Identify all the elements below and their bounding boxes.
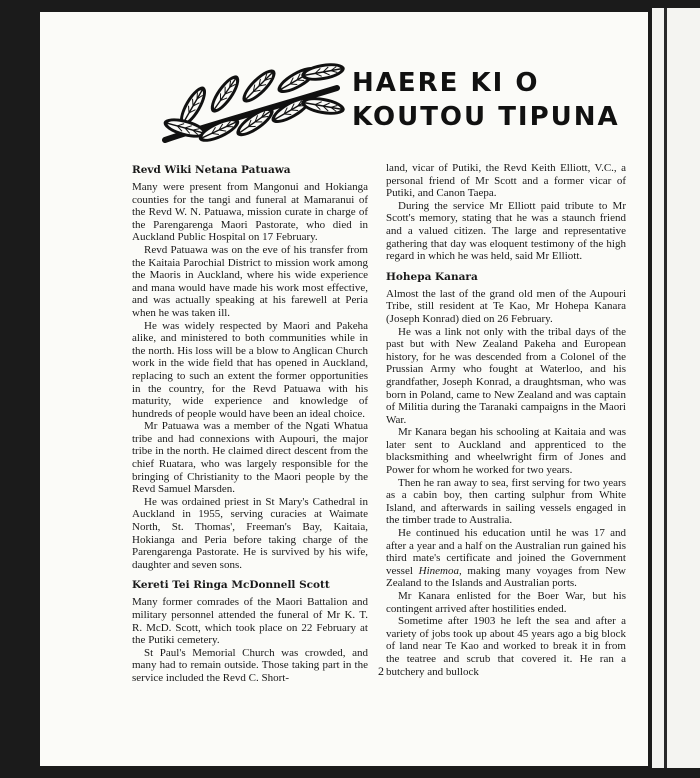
facing-page-edge: [652, 8, 700, 768]
headline-line-1: HAERE KI O: [352, 68, 540, 98]
paragraph: He was ordained priest in St Mary's Cathedral in Auckland in 1955, serving curacies at Waimate North, St. Thomas', Freeman's Bay, Kaitaia, Hokianga and Peria before taking charge of the Parengarenga Pastorate. He is survived by his wife, daughter and seven sons.: [132, 495, 368, 571]
paragraph: He was widely respected by Maori and Pakeha alike, and ministered to both communities while in the north. His loss will be a blow to Anglican Church work in the wide field that has opened in Auckland, replacing to such an extent the former opportunities in the country, for the Revd Patuawa with his maturity, wide experience and knowledge of hundreds of people would have been an ideal choice.: [132, 319, 368, 420]
paragraph: Mr Kanara enlisted for the Boer War, but his contingent arrived after hostilities ended.: [386, 590, 626, 615]
paragraph: Many former comrades of the Maori Battalion and military personnel attended the funeral of Mr K. T. R. McD. Scott, which took place on 22 February at the Putiki cemetery.: [132, 596, 368, 647]
paragraph: Then he ran away to sea, first serving for two years as a cabin boy, then carting sulphur from White Island, and afterwards in sailing vessels engaged in the timber trade to Australia.: [386, 476, 626, 527]
leaf-branch-icon: [155, 58, 345, 148]
headline-line-2: KOUTOU TIPUNA: [352, 102, 620, 132]
paragraph: During the service Mr Elliott paid tribute to Mr Scott's memory, stating that he was a staunch friend and a valued citizen. The large and representative gathering that day was eloquent testimony of the high regard in which he was held, said Mr Elliott.: [386, 199, 626, 263]
page-number: 2: [378, 664, 384, 678]
right-column: [386, 162, 626, 678]
paragraph: Mr Patuawa was a member of the Ngati Whatua tribe and had connexions with Aupouri, the major tribe in the north. He claimed direct descent from the chief Ruatara, who was largely responsible for the bringing of Christianity to the Maori people by the Revd Samuel Marsden.: [132, 420, 368, 496]
paragraph: Sometime after 1903 he left the sea and after a variety of jobs took up about 45 years ago a big block of land near Te Kao and worked to break it in from the teatree and scrub that covered it. He ran a butchery and bullock: [386, 615, 626, 678]
page-headline: [352, 66, 622, 134]
obituary-heading-patuawa: Revd Wiki Netana Patuawa: [132, 164, 291, 176]
paragraph: [386, 527, 626, 590]
left-column: [132, 164, 368, 685]
paragraph-text: making many voyages from New Zealand to the Islands and Australian ports.: [386, 564, 626, 590]
paragraph: land, vicar of Putiki, the Revd Keith Elliott, V.C., a personal friend of Mr Scott and a former vicar of Putiki, and Canon Taepa.: [386, 162, 626, 200]
paragraph: Almost the last of the grand old men of the Aupouri Tribe, still resident at Te Kao, Mr Hohepa Kanara (Joseph Konrad) died on 26 February.: [386, 287, 626, 325]
paragraph: Revd Patuawa was on the eve of his transfer from the Kaitaia Parochial District to mission work among the Maoris in Auckland, where his wide experience and mana would have made his work most effective, and was actually speaking at his farewell at Peria when he was taken ill.: [132, 243, 368, 319]
paragraph: He was a link not only with the tribal days of the past but with New Zealand Pakeha and European history, for he was descended from a Colonel of the Prussian Army who fought at Waterloo, and his grandfather, Joseph Konrad, a draughtsman, who was born in Poland, came to New Zealand and was captain of Militia during the Taranaki campaigns in the Maori War.: [386, 325, 626, 426]
page-gutter: [664, 8, 667, 768]
ship-name: Hinemoa,: [418, 564, 462, 577]
paragraph: Mr Kanara began his schooling at Kaitaia and was later sent to Auckland and apprenticed to the blacksmithing and wheelwright firm of Jones and Power for whom he worked for two years.: [386, 426, 626, 477]
obituary-heading-scott: Kereti Tei Ringa McDonnell Scott: [132, 579, 330, 592]
obituary-heading-kanara: Hohepa Kanara: [386, 270, 478, 283]
paragraph: St Paul's Memorial Church was crowded, and many had to remain outside. Those taking part in the service included the Revd C. Short-: [132, 646, 368, 684]
paragraph: Many were present from Mangonui and Hokianga counties for the tangi and funeral at Mamaranui of the Revd W. N. Patuawa, mission curate in charge of the Parengarenga Maori Pastorate, who died in Auckland Public Hospital on 17 February.: [132, 181, 368, 244]
paragraph-text: He continued his education until he was 17 and after a year and a half on the Australian run gained his third mate's certificate and joined the Government vessel: [386, 527, 626, 577]
